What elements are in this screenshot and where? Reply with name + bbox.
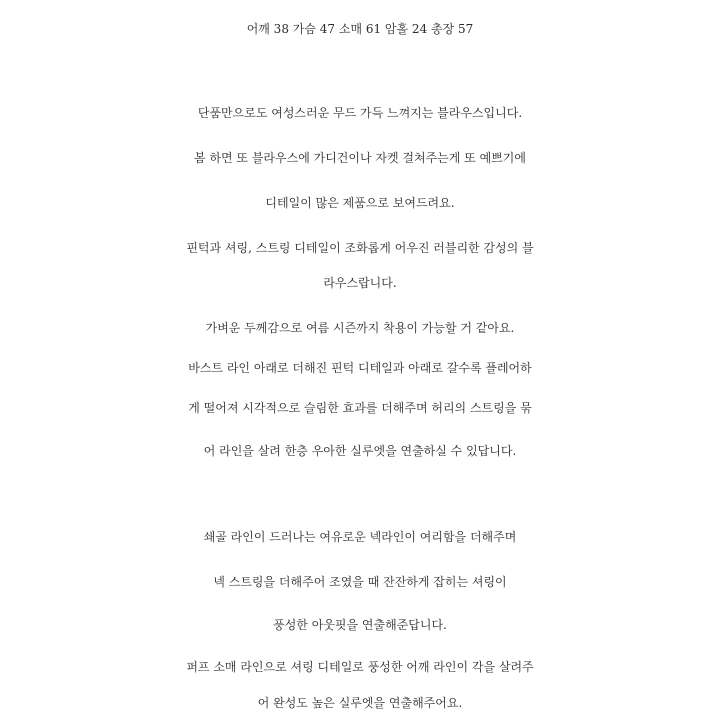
text-line: 풍성한 아웃핏을 연출해준답니다.: [273, 618, 447, 632]
size-info-line: 어깨 38 가슴 47 소매 61 암홀 24 총장 57: [246, 22, 474, 36]
text-line: 라우스랍니다.: [323, 276, 397, 290]
text-line: 가벼운 두께감으로 여름 시즌까지 착용이 가능할 거 같아요.: [205, 321, 515, 335]
text-line: 어 라인을 살려 한층 우아한 실루엣을 연출하실 수 있답니다.: [203, 444, 517, 458]
text-line: 핀턱과 셔링, 스트링 디테일이 조화롭게 어우진 러블리한 감성의 블: [186, 241, 534, 255]
text-line: 넥 스트링을 더해주어 조였을 때 잔잔하게 잡히는 셔링이: [213, 575, 507, 589]
text-line: 퍼프 소매 라인으로 셔링 디테일로 풍성한 어깨 라인이 각을 살려주: [186, 660, 534, 674]
text-line: 바스트 라인 아래로 더해진 핀턱 디테일과 아래로 갈수록 플레어하: [188, 361, 532, 375]
text-line: 어 완성도 높은 실루엣을 연출해주어요.: [257, 696, 463, 710]
text-line: 쇄골 라인이 드러나는 여유로운 넥라인이 여리함을 더해주며: [203, 530, 517, 544]
text-line: 봄 하면 또 블라우스에 가디건이나 자켓 걸쳐주는게 또 예쁘기에: [194, 151, 526, 165]
text-line: 단품만으로도 여성스러운 무드 가득 느껴지는 블라우스입니다.: [197, 106, 523, 120]
text-line: 게 떨어져 시각적으로 슬림한 효과를 더해주며 허리의 스트링을 묶: [188, 401, 532, 415]
text-line: 디테일이 많은 제품으로 보여드려요.: [265, 196, 455, 210]
